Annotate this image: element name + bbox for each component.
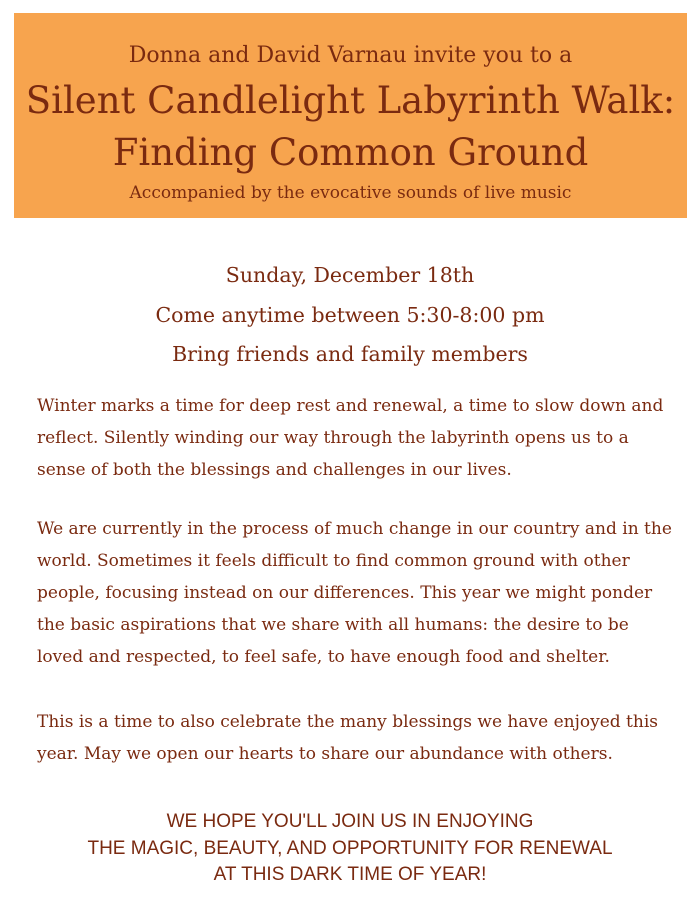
closing-line-2: THE MAGIC, BEAUTY, AND OPPORTUNITY FOR RENEWAL: [87, 838, 613, 859]
event-time: Come anytime between 5:30-8:00 pm: [155, 303, 545, 327]
body-paragraph-1: Winter marks a time for deep rest and renewal, a time to slow down and reflect. Silently winding our way through the labyrinth opens us to a sense of both the blessings and challenges in our lives.: [37, 396, 664, 480]
header-banner: [14, 13, 687, 218]
body-paragraph-2: We are currently in the process of much change in our country and in the world. Sometimes it feels difficult to find common ground with other people, focusing instead on our differences. This year we might ponder the basic aspirations that we share with all humans: the desire to be loved and respected, to feel safe, to have enough food and shelter.: [37, 519, 672, 667]
closing-line-3: AT THIS DARK TIME OF YEAR!: [213, 864, 487, 885]
invite-line: Donna and David Varnau invite you to a: [128, 43, 573, 68]
closing-line-1: WE HOPE YOU'LL JOIN US IN ENJOYING: [166, 811, 534, 832]
event-date: Sunday, December 18th: [225, 263, 475, 287]
event-title-line-2: Finding Common Ground: [112, 131, 589, 174]
event-title-line-1: Silent Candlelight Labyrinth Walk:: [25, 79, 676, 122]
event-subtitle: Accompanied by the evocative sounds of live music: [129, 183, 572, 203]
body-paragraph-3: This is a time to also celebrate the many blessings we have enjoyed this year. May we open our hearts to share our abundance with others.: [37, 712, 658, 764]
event-note: Bring friends and family members: [172, 342, 528, 366]
